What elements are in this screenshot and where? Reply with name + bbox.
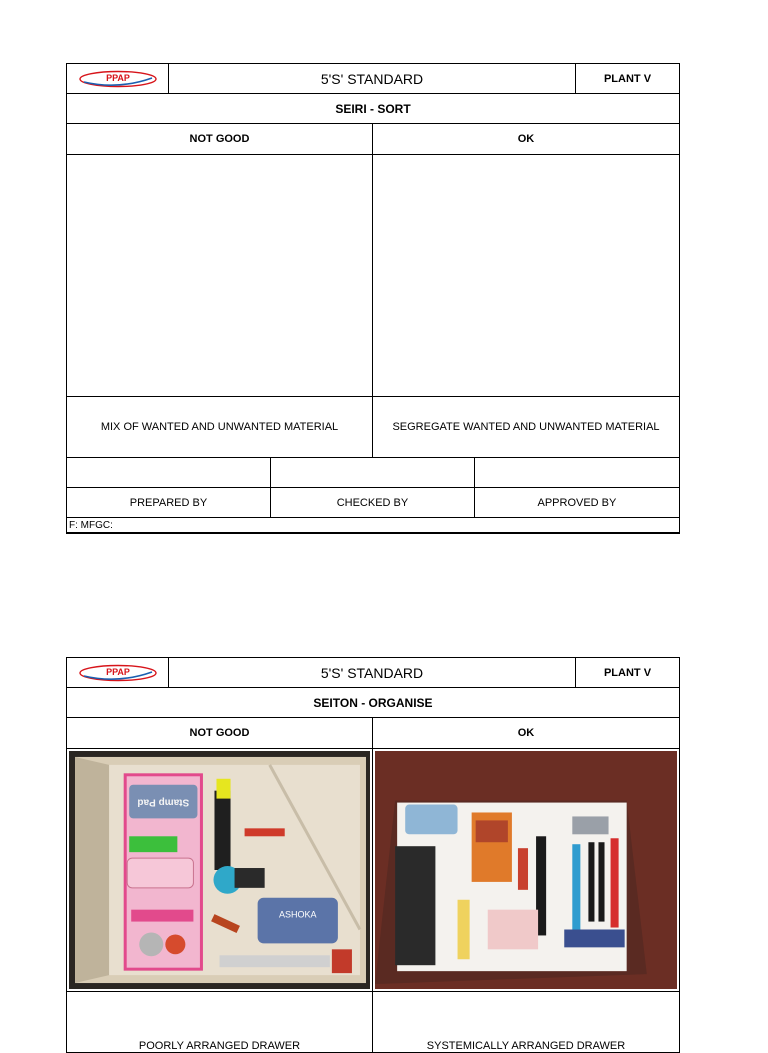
section-title: SEIRI - SORT [335, 101, 411, 116]
form-code: F: MFGC: [69, 519, 113, 531]
logo-cell [67, 64, 169, 93]
title-row [66, 63, 680, 94]
prepared-signature-box [67, 458, 271, 487]
title-row [66, 657, 680, 688]
svg-text:ASHOKA: ASHOKA [278, 909, 317, 920]
not-good-description: MIX OF WANTED AND UNWANTED MATERIAL [67, 397, 373, 457]
checked-signature-box [271, 458, 475, 487]
plant-label: PLANT V [603, 72, 652, 85]
not-good-header: NOT GOOD [67, 124, 373, 154]
ok-header: OK [517, 727, 535, 739]
ppap-logo-icon [78, 70, 158, 88]
section-row [66, 94, 680, 124]
logo-cell [67, 658, 169, 687]
messy-drawer-photo [69, 751, 370, 989]
approved-by-label: APPROVED BY [537, 496, 617, 509]
not-good-header: NOT GOOD [67, 718, 373, 748]
photo-row [66, 155, 680, 397]
photo-row [66, 749, 680, 992]
standard-sheet-seiton [66, 657, 680, 1053]
description-row [66, 992, 680, 1053]
not-good-description: POORLY ARRANGED DRAWER [67, 992, 373, 1052]
section-row [66, 688, 680, 718]
plant-label: PLANT V [603, 666, 652, 679]
ok-photo [373, 749, 679, 991]
approved-signature-box [475, 458, 679, 487]
organised-drawer-photo [375, 751, 677, 989]
column-header-row [66, 718, 680, 749]
sheet-title: 5'S' STANDARD [169, 64, 576, 93]
prepared-by-label: PREPARED BY [67, 488, 271, 517]
ok-description: SEGREGATE WANTED AND UNWANTED MATERIAL [392, 421, 660, 433]
logo-text: PPAP [105, 72, 130, 83]
ok-photo-slot [373, 155, 679, 396]
signature-label-row [66, 488, 680, 518]
signature-blank-row [66, 458, 680, 488]
standard-sheet-seiri [66, 63, 680, 534]
section-title: SEITON - ORGANISE [313, 695, 433, 710]
checked-by-label: CHECKED BY [271, 488, 475, 517]
not-good-photo [67, 749, 373, 991]
description-row [66, 397, 680, 458]
form-code-row [66, 518, 680, 534]
ok-description: SYSTEMICALLY ARRANGED DRAWER [426, 1040, 626, 1052]
column-header-row [66, 124, 680, 155]
ok-header: OK [517, 133, 535, 145]
sheet-title: 5'S' STANDARD [169, 658, 576, 687]
not-good-photo-slot [67, 155, 373, 396]
ppap-logo-icon [78, 664, 158, 682]
logo-text: PPAP [105, 666, 130, 677]
svg-text:Stamp Pad: Stamp Pad [137, 796, 190, 808]
